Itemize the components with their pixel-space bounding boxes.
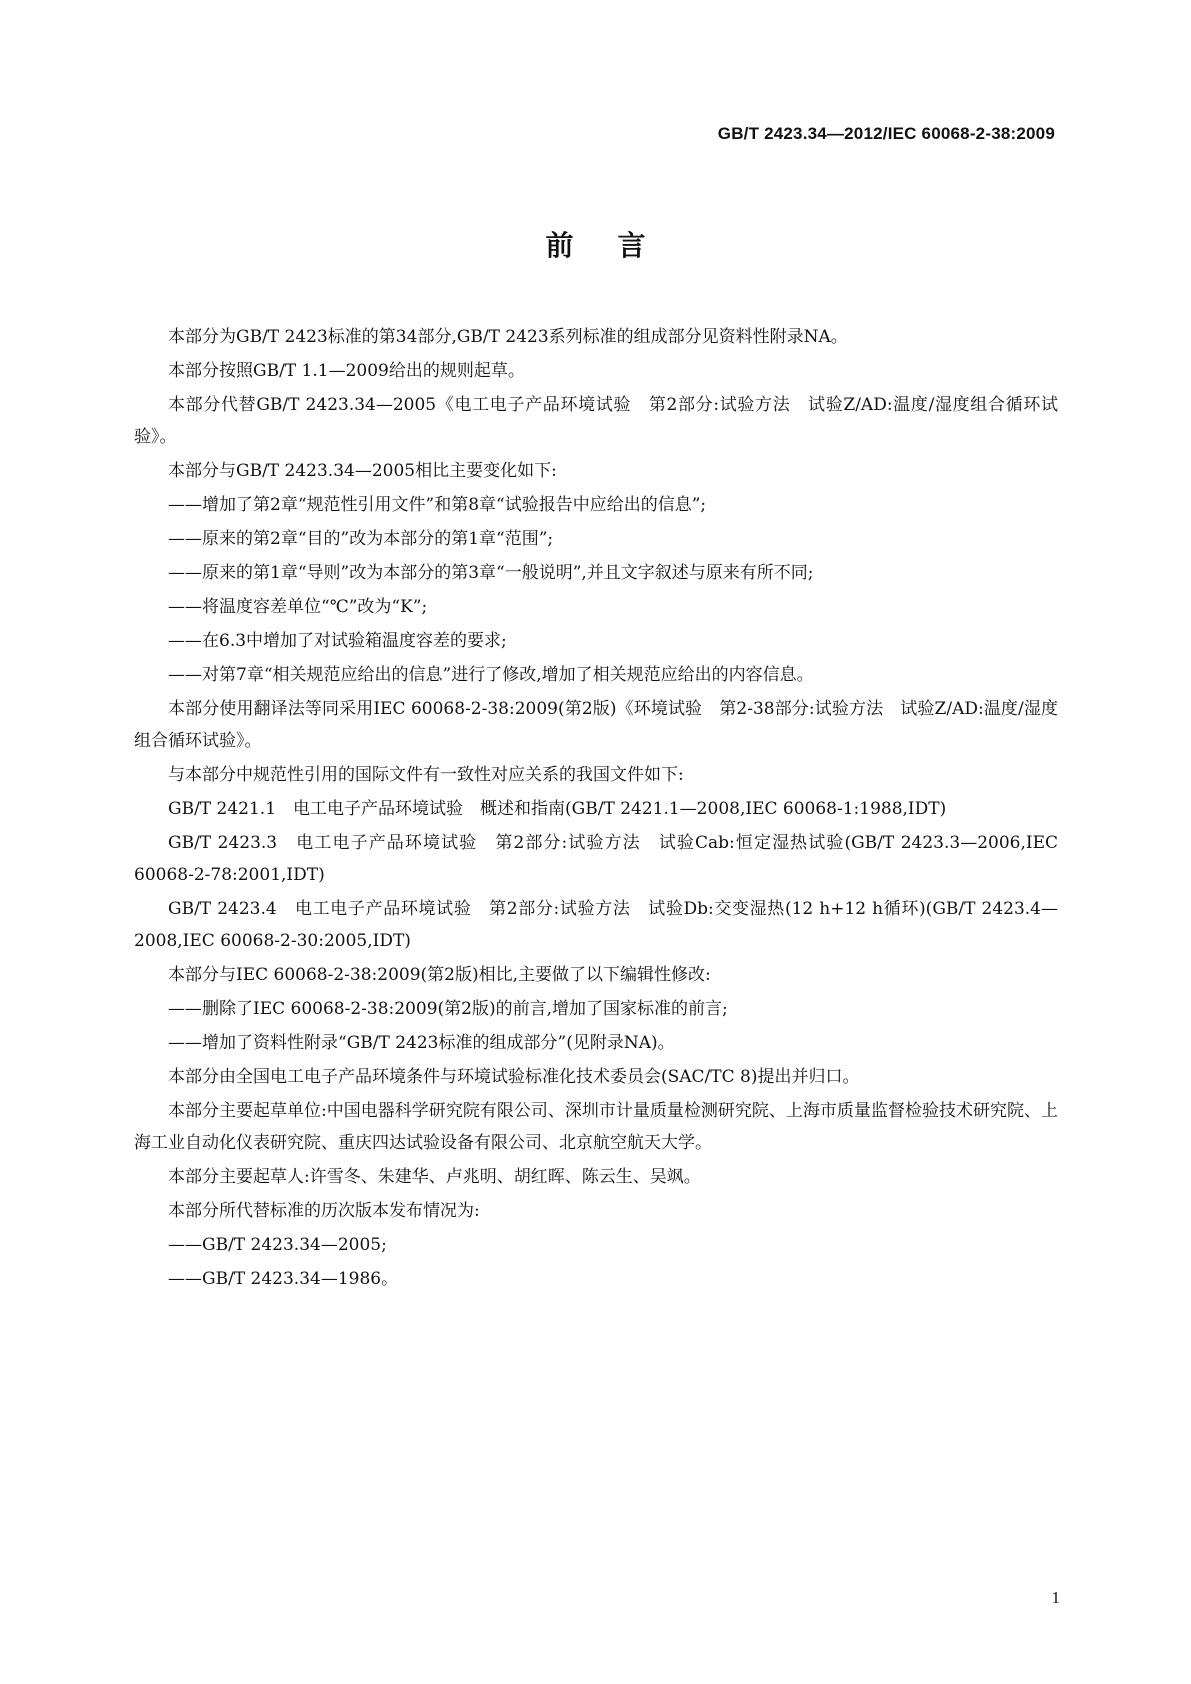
version-history-item: ——GB/T 2423.34—2005; — [168, 1235, 387, 1255]
paragraph: 本部分使用翻译法等同采用IEC 60068-2-38:2009(第2版)《环境试验 第2-38部分:试验方法 试验Z/AD:温度/湿度组合循环试验》。 — [134, 699, 1058, 751]
page-number: 1 — [1051, 1588, 1060, 1607]
paragraph: 本部分按照GB/T 1.1—2009给出的规则起草。 — [168, 361, 525, 381]
page-title: 前言 — [545, 229, 690, 262]
change-list-item: ——将温度容差单位“℃”改为“K”; — [168, 597, 428, 617]
change-list-item: ——增加了第2章“规范性引用文件”和第8章“试验报告中应给出的信息”; — [168, 495, 707, 515]
paragraph: 本部分主要起草人:许雪冬、朱建华、卢兆明、胡红晖、陈云生、吴飒。 — [168, 1167, 701, 1187]
change-list-item: ——对第7章“相关规范应给出的信息”进行了修改,增加了相关规范应给出的内容信息。 — [168, 665, 814, 685]
edit-list-item: ——删除了IEC 60068-2-38:2009(第2版)的前言,增加了国家标准的前言; — [168, 999, 728, 1019]
change-list-item: ——原来的第2章“目的”改为本部分的第1章“范围”; — [168, 529, 554, 549]
change-list-item: ——原来的第1章“导则”改为本部分的第3章“一般说明”,并且文字叙述与原来有所不同; — [168, 563, 814, 583]
edit-list-item: ——增加了资料性附录“GB/T 2423标准的组成部分”(见附录NA)。 — [168, 1033, 675, 1053]
paragraph: 本部分所代替标准的历次版本发布情况为: — [168, 1201, 480, 1221]
reference-item: GB/T 2423.4 电工电子产品环境试验 第2部分:试验方法 试验Db:交变湿热(12 h+12 h循环)(GB/T 2423.4—2008,IEC 60068-2-30:2005,IDT) — [134, 899, 1058, 951]
version-history-item: ——GB/T 2423.34—1986。 — [168, 1269, 399, 1289]
paragraph: 本部分代替GB/T 2423.34—2005《电工电子产品环境试验 第2部分:试验方法 试验Z/AD:温度/湿度组合循环试验》。 — [134, 395, 1058, 447]
paragraph: 本部分与IEC 60068-2-38:2009(第2版)相比,主要做了以下编辑性修改: — [168, 965, 711, 985]
paragraph: 本部分由全国电工电子产品环境条件与环境试验标准化技术委员会(SAC/TC 8)提出并归口。 — [168, 1067, 860, 1087]
reference-item: GB/T 2423.3 电工电子产品环境试验 第2部分:试验方法 试验Cab:恒定湿热试验(GB/T 2423.3—2006,IEC 60068-2-78:2001,IDT) — [134, 833, 1058, 885]
standard-code-header: GB/T 2423.34—2012/IEC 60068-2-38:2009 — [717, 124, 1055, 143]
foreword-body — [134, 321, 1058, 1297]
paragraph: 本部分为GB/T 2423标准的第34部分,GB/T 2423系列标准的组成部分见资料性附录NA。 — [168, 327, 848, 347]
paragraph: 本部分主要起草单位:中国电器科学研究院有限公司、深圳市计量质量检测研究院、上海市质量监督检验技术研究院、上海工业自动化仪表研究院、重庆四达试验设备有限公司、北京航空航天大学。 — [134, 1101, 1058, 1153]
change-list-item: ——在6.3中增加了对试验箱温度容差的要求; — [168, 631, 507, 651]
paragraph: 与本部分中规范性引用的国际文件有一致性对应关系的我国文件如下: — [168, 765, 684, 785]
paragraph: 本部分与GB/T 2423.34—2005相比主要变化如下: — [168, 461, 557, 481]
reference-item: GB/T 2421.1 电工电子产品环境试验 概述和指南(GB/T 2421.1—2008,IEC 60068-1:1988,IDT) — [168, 799, 947, 819]
